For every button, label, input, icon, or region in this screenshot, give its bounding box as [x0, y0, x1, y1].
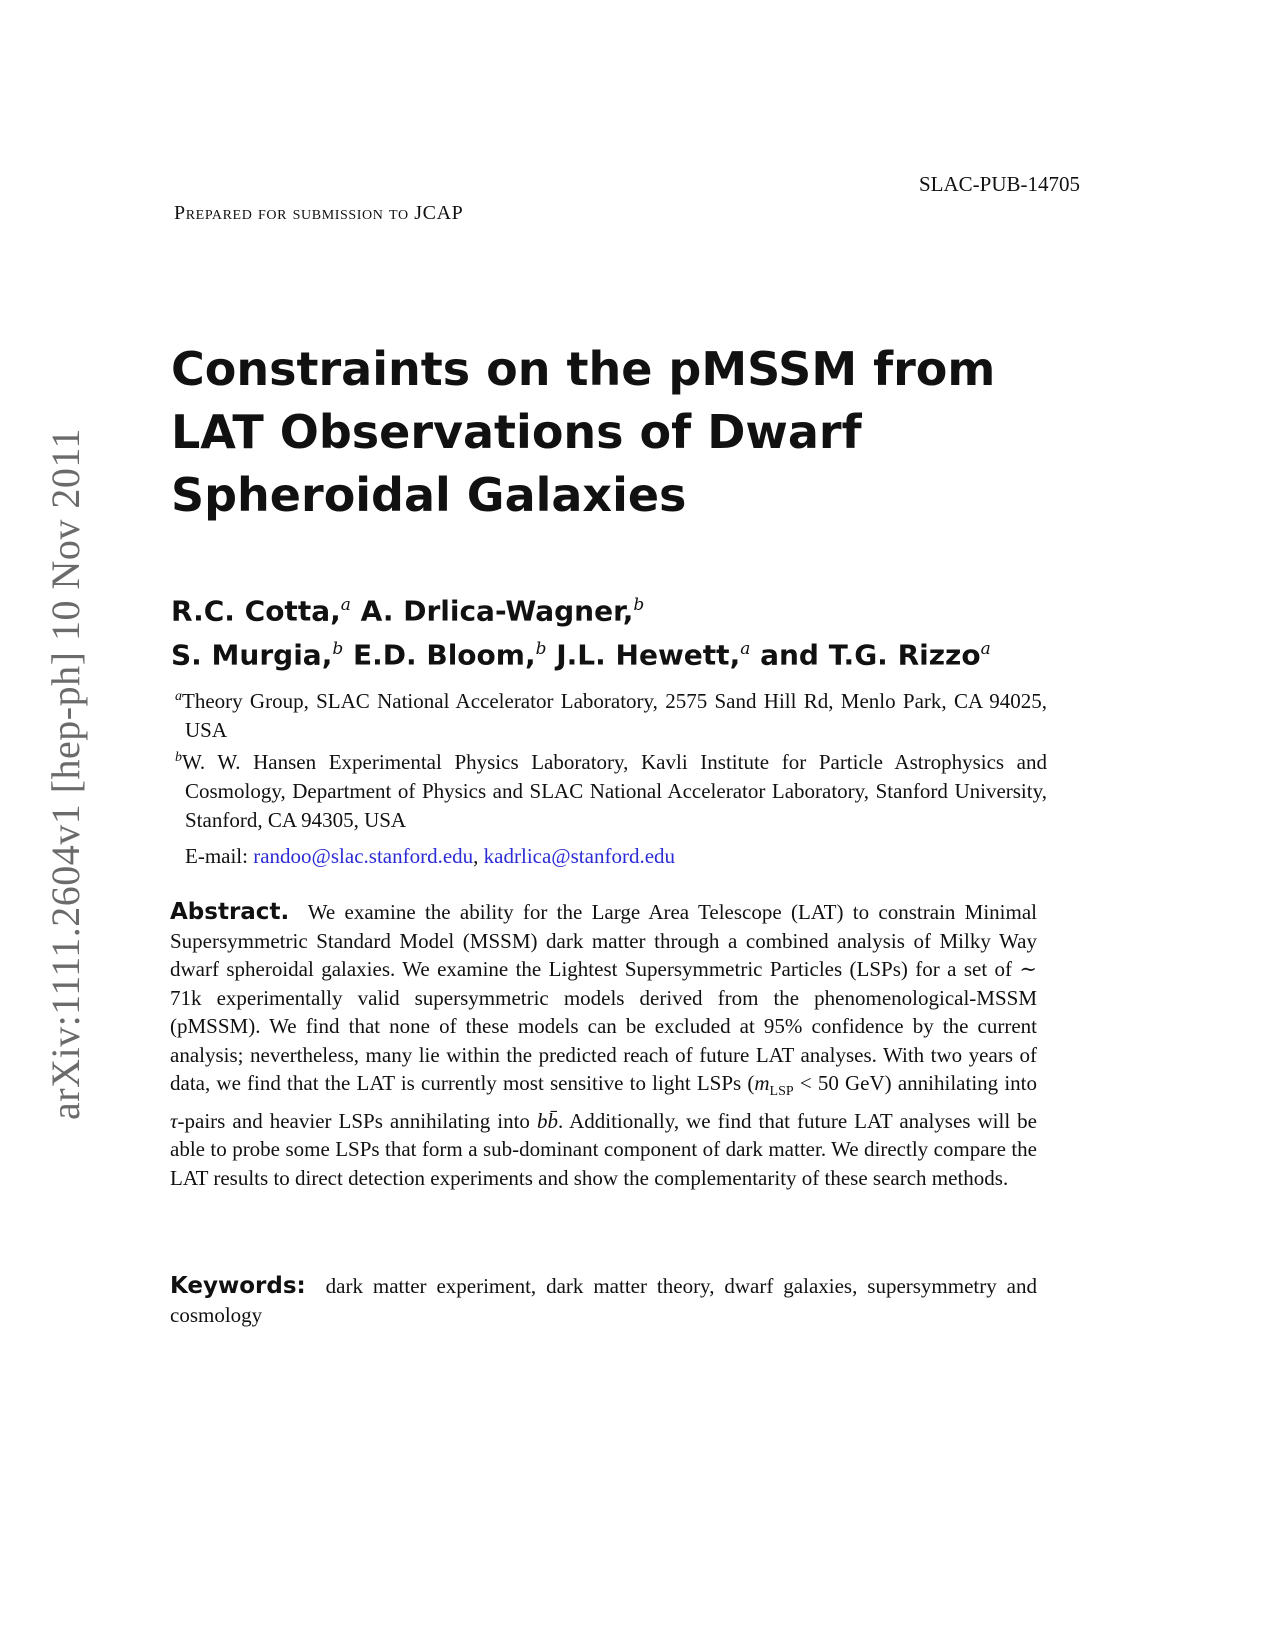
author-affiliation-mark: b [332, 639, 344, 660]
keywords [170, 1272, 1037, 1329]
math-variable: m [754, 1071, 770, 1095]
math-inequality: < 50 GeV [793, 1071, 885, 1095]
email-link[interactable]: kadrlica@stanford.edu [483, 844, 676, 868]
author-name: J.L. Hewett, [556, 638, 741, 672]
abstract-text: -pairs and heavier LSPs annihilating into [177, 1108, 537, 1133]
abstract [170, 898, 1037, 1192]
report-number: SLAC-PUB-14705 [918, 172, 1080, 196]
email-label: E-mail: [185, 844, 248, 868]
author-line-1 [171, 586, 1051, 630]
abstract-text: ) annihilating into [884, 1071, 1037, 1095]
journal-line: Prepared for submission to JCAP [174, 202, 464, 224]
affiliation-label: b [175, 750, 182, 765]
author-affiliation-mark: a [340, 595, 351, 615]
math-tau: τ [170, 1108, 178, 1133]
email-link[interactable]: randoo@slac.stanford.edu [253, 844, 474, 868]
keywords-label: Keywords: [170, 1273, 306, 1299]
abstract-label: Abstract. [170, 899, 290, 925]
author-affiliation-mark: b [633, 595, 645, 615]
paper-title: Constraints on the pMSSM from LAT Observations of Dwarf Spheroidal Galaxies [171, 342, 996, 522]
author-name: E.D. Bloom, [352, 638, 536, 672]
author-name: S. Murgia, [171, 638, 333, 672]
affiliation-text: W. W. Hansen Experimental Physics Laboratory, Kavli Institute for Particle Astrophysics and Cosmology, Department of Physics and SLAC National Accelerator Laboratory, Stanford University, Stanford, CA 94305, USA [182, 750, 1047, 832]
affiliation-a [175, 682, 1047, 745]
email-separator: , [473, 844, 479, 868]
email-line [185, 844, 675, 869]
keywords-text: dark matter experiment, dark matter theory, dwarf galaxies, supersymmetry and cosmology [170, 1274, 1037, 1327]
arxiv-stamp: arXiv:1111.2604v1 [hep-ph] 10 Nov 2011 [43, 428, 88, 1120]
math-b: b [536, 1108, 548, 1133]
author-line-2 [171, 630, 1051, 674]
math-subscript: LSP [769, 1084, 794, 1100]
abstract-text: We examine the ability for the Large Area Telescope (LAT) to constrain Minimal Supersymmetric Standard Model (MSSM) dark matter through a combined analysis of Milky Way dwarf spheroidal galaxies. We examine the Lightest Supersymmetric Particles (LSPs) for a set of ∼ 71k experimentally valid supersymmetric models derived from the phenomenological-MSSM (pMSSM). We find that none of these models can be excluded at 95% confidence by the current analysis; nevertheless, many lie within the predicted reach of future LAT analyses. With two years of data, we find that the LAT is currently most sensitive to light LSPs ( [170, 900, 1037, 1095]
author-affiliation-mark: b [535, 639, 547, 660]
author-name: A. Drlica-Wagner, [360, 594, 634, 628]
affiliation-text: Theory Group, SLAC National Accelerator Laboratory, 2575 Sand Hill Rd, Menlo Park, CA 94025, USA [182, 689, 1047, 742]
author-list [171, 586, 1051, 675]
math-bbar: b̄ [547, 1108, 558, 1133]
author-name: and T.G. Rizzo [760, 638, 981, 672]
affiliation-label: a [175, 689, 182, 704]
author-affiliation-mark: a [740, 639, 751, 660]
abstract-text: . Additionally, we find that future LAT analyses will be able to probe some LSPs that form a sub-dominant component of dark matter. We directly compare the LAT results to direct detection experiments and show the complementarity of these search methods. [170, 1108, 1037, 1190]
author-name: R.C. Cotta, [171, 594, 341, 628]
author-affiliation-mark: a [980, 639, 991, 660]
affiliation-b [175, 743, 1047, 835]
